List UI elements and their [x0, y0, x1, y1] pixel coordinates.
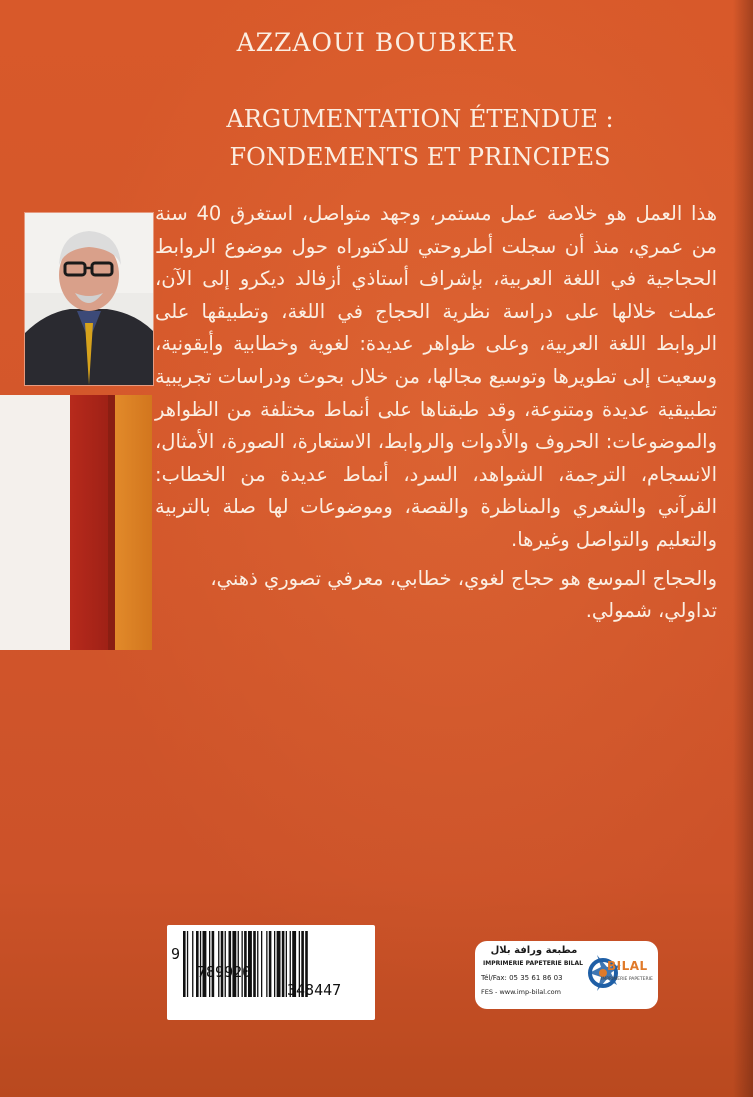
printer-logo-icon [587, 947, 653, 1003]
title-line-2: FONDEMENTS ET PRINCIPES [229, 143, 611, 171]
stripe-orange [115, 395, 152, 650]
description-paragraph-1: هذا العمل هو خلاصة عمل مستمر، وجهد متواصل، استغرق 40 سنة من عمري، منذ أن سجلت أطروحتي للدكتوراه حول موضوع الروابط الحجاجية في اللغة العربية، بإشراف أستاذي أزفالد ديكرو إلى الآن، عملت خلالها على دراسة نظرية الحجاج في اللغة، وتطبيقها على الروابط اللغة العربية، وعلى ظواهر عديدة: لغوية وخطابية وأيقونية، وسعيت إلى تطويرها وتوسيع مجالها، من خلال بحوث ودراسات تجريبية تطبيقية عديدة ومتنوعة، وقد طبقناها على أنماط مختلفة من الظواهر والموضوعات: الحروف والأدوات والروابط، الاستعارة، الصورة، الأمثال، الانسجام، الترجمة، الشواهد، السرد، أنماط عديدة من الخطاب: القرآني والشعري والمناظرة والقصة، وموضوعات لها صلة بالتربية والتعليم والتواصل وغيرها. [155, 202, 717, 551]
back-cover-description [155, 198, 717, 628]
isbn-lead-digit: 9 [171, 945, 181, 963]
cover-edge-shadow [733, 0, 753, 1097]
author-photo [25, 213, 153, 385]
isbn-barcode [167, 925, 375, 1020]
title-line-1: ARGUMENTATION ÉTENDUE : [226, 105, 614, 133]
printer-phone: Tél/Fax: 05 35 61 86 03 [481, 974, 563, 982]
decorative-stripes [0, 395, 152, 650]
author-name: AZZAOUI BOUBKER [236, 28, 517, 57]
stripe-red [70, 395, 108, 650]
printer-logo-name: BILAL [607, 959, 648, 973]
isbn-group-1: 789920 [197, 963, 252, 981]
printer-name-french: IMPRIMERIE PAPETERIE BILAL [483, 960, 583, 967]
printer-name-arabic: مطبعة ورافة بلال [490, 945, 578, 956]
isbn-number [167, 927, 375, 1017]
stripe-dark-red [108, 395, 115, 650]
description-paragraph-2: والحجاج الموسع هو حجاج لغوي، خطابي، معرفي تصوري ذهني، تداولي، شمولي. [210, 566, 717, 623]
printer-logo-tagline: IMPRIMERIE PAPETERIE [601, 977, 653, 982]
printer-label [475, 941, 658, 1009]
printer-website: FES - www.imp-bilal.com [481, 988, 561, 996]
book-title [120, 100, 720, 176]
stripe-white [0, 395, 70, 650]
author-portrait-image [25, 213, 153, 385]
isbn-group-2: 348447 [287, 981, 342, 999]
